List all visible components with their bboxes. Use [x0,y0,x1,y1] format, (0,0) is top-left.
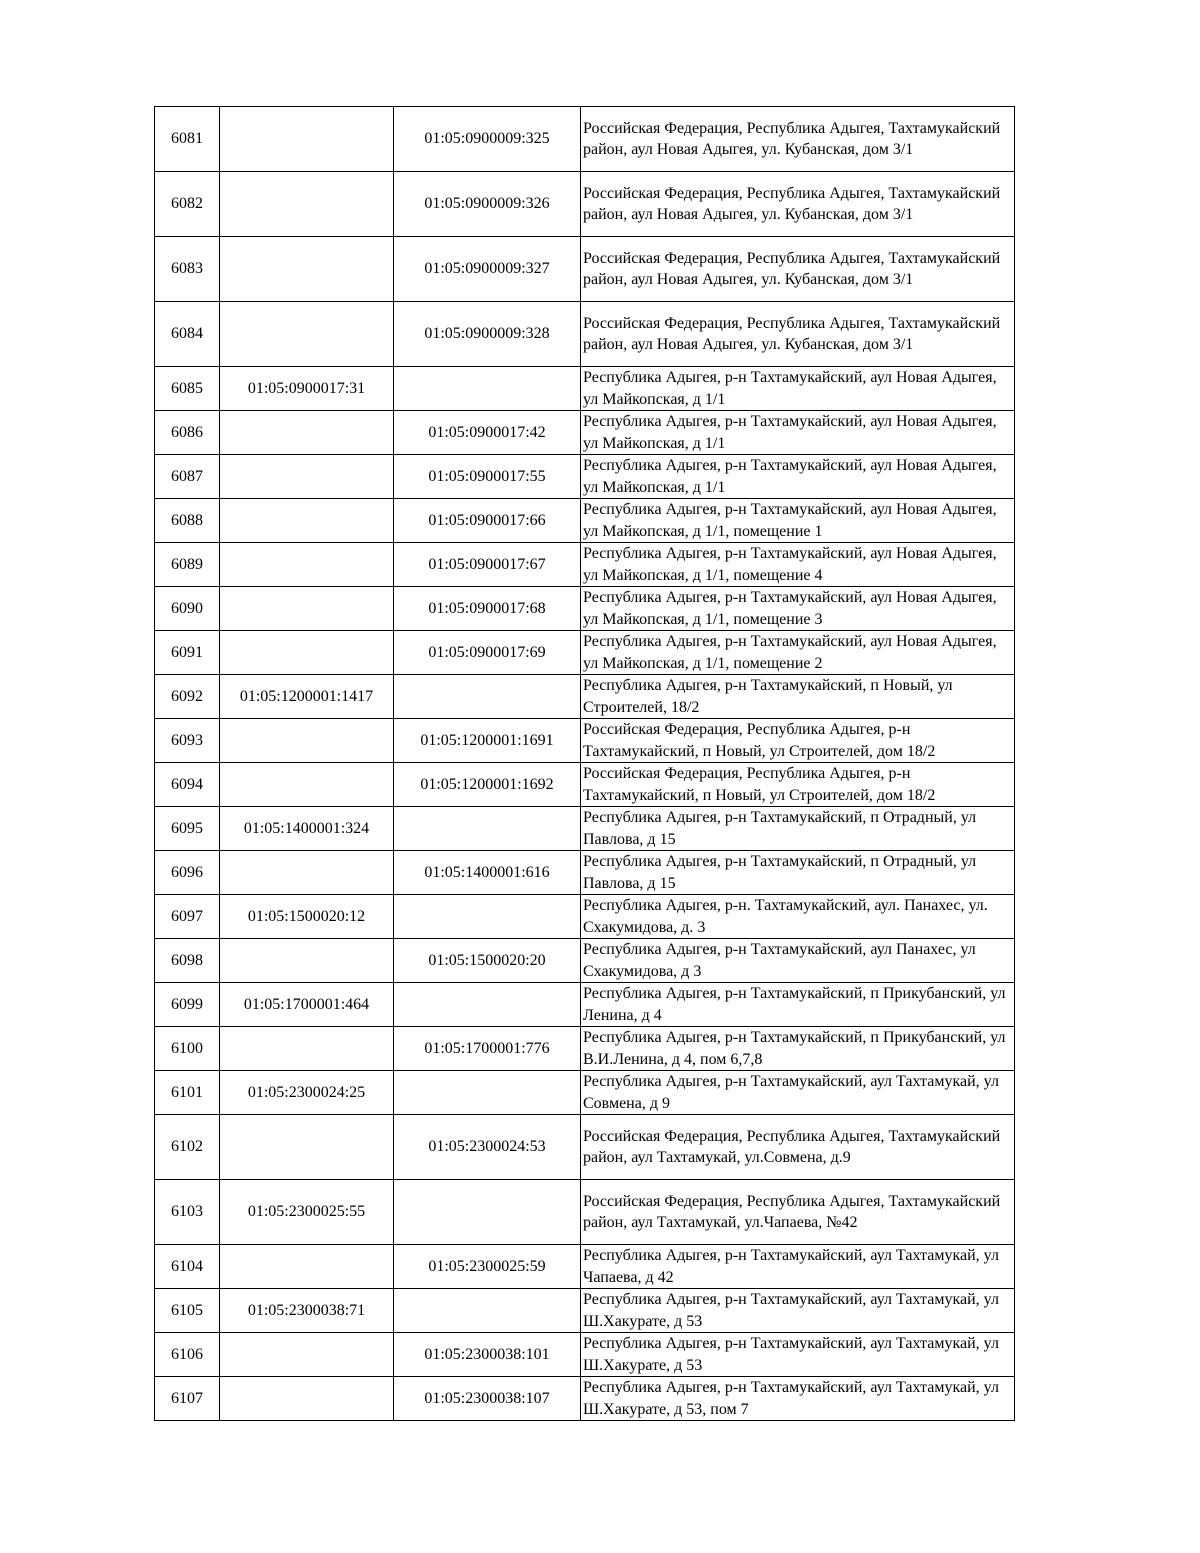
object-cadastral-number-cell [394,895,581,939]
table-row [155,983,1015,1027]
address-cell: Республика Адыгея, р-н Тахтамукайский, аул Новая Адыгея, ул Майкопская, д 1/1 [581,411,1015,455]
row-number-cell: 6087 [155,455,220,499]
table-row [155,1377,1015,1421]
table-row [155,1115,1015,1180]
address-cell: Российская Федерация, Республика Адыгея, Тахтамукайский район, аул Новая Адыгея, ул. Кубанская, дом 3/1 [581,237,1015,302]
parcel-cadastral-number-cell: 01:05:2300038:71 [220,1289,394,1333]
object-cadastral-number-cell: 01:05:0900017:68 [394,587,581,631]
parcel-cadastral-number-cell: 01:05:2300025:55 [220,1180,394,1245]
table-row [155,237,1015,302]
address-cell: Республика Адыгея, р-н Тахтамукайский, аул Тахтамукай, ул Ш.Хакурате, д 53 [581,1289,1015,1333]
object-cadastral-number-cell [394,675,581,719]
address-cell: Республика Адыгея, р-н Тахтамукайский, п Отрадный, ул Павлова, д 15 [581,851,1015,895]
row-number-cell: 6097 [155,895,220,939]
parcel-cadastral-number-cell [220,1245,394,1289]
row-number-cell: 6083 [155,237,220,302]
row-number-cell: 6104 [155,1245,220,1289]
row-number-cell: 6101 [155,1071,220,1115]
row-number-cell: 6098 [155,939,220,983]
table-row [155,455,1015,499]
object-cadastral-number-cell: 01:05:0900009:327 [394,237,581,302]
parcel-cadastral-number-cell [220,587,394,631]
address-cell: Республика Адыгея, р-н Тахтамукайский, аул Панахес, ул Схакумидова, д 3 [581,939,1015,983]
parcel-cadastral-number-cell [220,1027,394,1071]
parcel-cadastral-number-cell [220,172,394,237]
parcel-cadastral-number-cell: 01:05:0900017:31 [220,367,394,411]
table-row [155,107,1015,172]
table-row [155,675,1015,719]
table-row [155,499,1015,543]
row-number-cell: 6086 [155,411,220,455]
parcel-cadastral-number-cell [220,1115,394,1180]
parcel-cadastral-number-cell [220,455,394,499]
table-row [155,631,1015,675]
object-cadastral-number-cell [394,1180,581,1245]
address-cell: Республика Адыгея, р-н Тахтамукайский, аул Новая Адыгея, ул Майкопская, д 1/1, помещение 3 [581,587,1015,631]
row-number-cell: 6107 [155,1377,220,1421]
object-cadastral-number-cell: 01:05:1400001:616 [394,851,581,895]
row-number-cell: 6084 [155,302,220,367]
object-cadastral-number-cell: 01:05:2300024:53 [394,1115,581,1180]
address-cell: Республика Адыгея, р-н Тахтамукайский, аул Новая Адыгея, ул Майкопская, д 1/1, помещение 1 [581,499,1015,543]
object-cadastral-number-cell: 01:05:0900009:325 [394,107,581,172]
row-number-cell: 6089 [155,543,220,587]
table-row [155,851,1015,895]
object-cadastral-number-cell: 01:05:2300038:107 [394,1377,581,1421]
address-cell: Российская Федерация, Республика Адыгея, Тахтамукайский район, аул Новая Адыгея, ул. Кубанская, дом 3/1 [581,302,1015,367]
parcel-cadastral-number-cell [220,719,394,763]
parcel-cadastral-number-cell: 01:05:1400001:324 [220,807,394,851]
address-cell: Российская Федерация, Республика Адыгея, Тахтамукайский район, аул Тахтамукай, ул.Чапаева, №42 [581,1180,1015,1245]
parcel-cadastral-number-cell [220,499,394,543]
row-number-cell: 6082 [155,172,220,237]
object-cadastral-number-cell [394,367,581,411]
address-cell: Республика Адыгея, р-н Тахтамукайский, аул Новая Адыгея, ул Майкопская, д 1/1 [581,367,1015,411]
row-number-cell: 6081 [155,107,220,172]
table-row [155,1027,1015,1071]
parcel-cadastral-number-cell: 01:05:2300024:25 [220,1071,394,1115]
address-cell: Республика Адыгея, р-н Тахтамукайский, аул Новая Адыгея, ул Майкопская, д 1/1, помещение 4 [581,543,1015,587]
table-row [155,302,1015,367]
object-cadastral-number-cell: 01:05:0900017:66 [394,499,581,543]
address-cell: Республика Адыгея, р-н Тахтамукайский, аул Тахтамукай, ул Совмена, д 9 [581,1071,1015,1115]
table-row [155,172,1015,237]
row-number-cell: 6088 [155,499,220,543]
table-row [155,1289,1015,1333]
address-cell: Республика Адыгея, р-н Тахтамукайский, аул Новая Адыгея, ул Майкопская, д 1/1 [581,455,1015,499]
row-number-cell: 6090 [155,587,220,631]
row-number-cell: 6085 [155,367,220,411]
row-number-cell: 6094 [155,763,220,807]
object-cadastral-number-cell: 01:05:1200001:1692 [394,763,581,807]
address-cell: Республика Адыгея, р-н Тахтамукайский, аул Тахтамукай, ул Ш.Хакурате, д 53 [581,1333,1015,1377]
object-cadastral-number-cell [394,807,581,851]
table-body [155,107,1015,1421]
address-cell: Республика Адыгея, р-н Тахтамукайский, аул Новая Адыгея, ул Майкопская, д 1/1, помещение 2 [581,631,1015,675]
table-row [155,543,1015,587]
row-number-cell: 6100 [155,1027,220,1071]
table-row [155,367,1015,411]
object-cadastral-number-cell: 01:05:2300025:59 [394,1245,581,1289]
object-cadastral-number-cell: 01:05:1500020:20 [394,939,581,983]
object-cadastral-number-cell: 01:05:0900017:42 [394,411,581,455]
address-cell: Российская Федерация, Республика Адыгея, р-н Тахтамукайский, п Новый, ул Строителей, дом 18/2 [581,719,1015,763]
parcel-cadastral-number-cell: 01:05:1500020:12 [220,895,394,939]
parcel-cadastral-number-cell [220,302,394,367]
object-cadastral-number-cell [394,983,581,1027]
table-row [155,1333,1015,1377]
address-cell: Российская Федерация, Республика Адыгея, Тахтамукайский район, аул Новая Адыгея, ул. Кубанская, дом 3/1 [581,107,1015,172]
address-cell: Республика Адыгея, р-н. Тахтамукайский, аул. Панахес, ул. Схакумидова, д. 3 [581,895,1015,939]
parcel-cadastral-number-cell: 01:05:1700001:464 [220,983,394,1027]
parcel-cadastral-number-cell: 01:05:1200001:1417 [220,675,394,719]
parcel-cadastral-number-cell [220,851,394,895]
table-row [155,1071,1015,1115]
address-cell: Республика Адыгея, р-н Тахтамукайский, п Новый, ул Строителей, 18/2 [581,675,1015,719]
address-cell: Республика Адыгея, р-н Тахтамукайский, п Отрадный, ул Павлова, д 15 [581,807,1015,851]
object-cadastral-number-cell: 01:05:0900017:55 [394,455,581,499]
parcel-cadastral-number-cell [220,939,394,983]
parcel-cadastral-number-cell [220,763,394,807]
parcel-cadastral-number-cell [220,107,394,172]
object-cadastral-number-cell: 01:05:0900017:69 [394,631,581,675]
parcel-cadastral-number-cell [220,237,394,302]
table-row [155,1180,1015,1245]
parcel-cadastral-number-cell [220,411,394,455]
table-row [155,719,1015,763]
address-cell: Республика Адыгея, р-н Тахтамукайский, п Прикубанский, ул Ленина, д 4 [581,983,1015,1027]
row-number-cell: 6106 [155,1333,220,1377]
object-cadastral-number-cell [394,1071,581,1115]
table-row [155,807,1015,851]
address-cell: Республика Адыгея, р-н Тахтамукайский, аул Тахтамукай, ул Чапаева, д 42 [581,1245,1015,1289]
cadastral-table [154,106,1015,1421]
parcel-cadastral-number-cell [220,1333,394,1377]
table-row [155,411,1015,455]
parcel-cadastral-number-cell [220,543,394,587]
object-cadastral-number-cell: 01:05:2300038:101 [394,1333,581,1377]
row-number-cell: 6099 [155,983,220,1027]
address-cell: Российская Федерация, Республика Адыгея, Тахтамукайский район, аул Новая Адыгея, ул. Кубанская, дом 3/1 [581,172,1015,237]
row-number-cell: 6091 [155,631,220,675]
row-number-cell: 6093 [155,719,220,763]
parcel-cadastral-number-cell [220,631,394,675]
table-row [155,587,1015,631]
object-cadastral-number-cell: 01:05:1700001:776 [394,1027,581,1071]
row-number-cell: 6105 [155,1289,220,1333]
row-number-cell: 6102 [155,1115,220,1180]
object-cadastral-number-cell: 01:05:0900009:328 [394,302,581,367]
object-cadastral-number-cell [394,1289,581,1333]
row-number-cell: 6095 [155,807,220,851]
table-row [155,939,1015,983]
object-cadastral-number-cell: 01:05:0900009:326 [394,172,581,237]
object-cadastral-number-cell: 01:05:1200001:1691 [394,719,581,763]
address-cell: Республика Адыгея, р-н Тахтамукайский, п Прикубанский, ул В.И.Ленина, д 4, пом 6,7,8 [581,1027,1015,1071]
address-cell: Российская Федерация, Республика Адыгея, р-н Тахтамукайский, п Новый, ул Строителей, дом 18/2 [581,763,1015,807]
table-row [155,763,1015,807]
object-cadastral-number-cell: 01:05:0900017:67 [394,543,581,587]
table-row [155,895,1015,939]
row-number-cell: 6096 [155,851,220,895]
address-cell: Республика Адыгея, р-н Тахтамукайский, аул Тахтамукай, ул Ш.Хакурате, д 53, пом 7 [581,1377,1015,1421]
address-cell: Российская Федерация, Республика Адыгея, Тахтамукайский район, аул Тахтамукай, ул.Совмена, д.9 [581,1115,1015,1180]
row-number-cell: 6092 [155,675,220,719]
row-number-cell: 6103 [155,1180,220,1245]
table-row [155,1245,1015,1289]
parcel-cadastral-number-cell [220,1377,394,1421]
